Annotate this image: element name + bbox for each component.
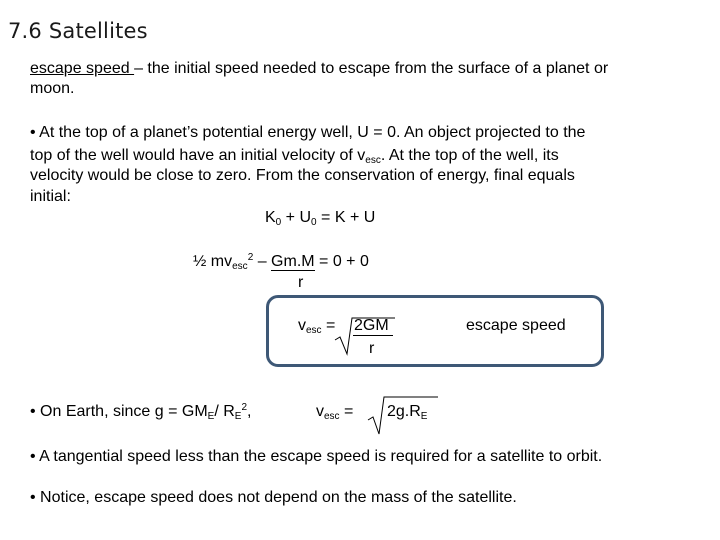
bullet1-line-3: velocity would be close to zero. From the conservation of energy, final equals — [30, 167, 575, 184]
earth-radicand: $2g.R_E$ — [387, 403, 428, 422]
definition-line-2: moon. — [30, 80, 75, 97]
earth-vesc-lhs: $v_{esc}$ = — [316, 403, 354, 422]
fraction-bar — [353, 335, 393, 336]
escape-speed-label: escape speed — [466, 317, 566, 334]
vesc-numerator: 2GM — [354, 317, 389, 334]
fraction-numerator: Gm.M — [271, 253, 315, 270]
energy-equation: $K_0 + U_0 = K + U$ — [265, 209, 376, 228]
earth-bullet: • On Earth, since $g = GM_E/$ $R_E^2$, — [30, 402, 252, 422]
bullet1-line-4: initial: — [30, 188, 71, 205]
fraction-denominator: r — [298, 274, 304, 291]
vesc-lhs: $v_{esc}$ = — [298, 317, 336, 336]
bullet1-line-2: top of the well would have an initial velocity of $v_{esc}$. At the top of the well, its — [30, 147, 559, 166]
term-escape-speed: escape speed — [30, 60, 135, 77]
bullet-tangential-speed: • A tangential speed less than the escape speed is required for a satellite to orbit. — [30, 448, 603, 465]
slide-title: 7.6 Satellites — [8, 19, 148, 43]
vesc-denominator: r — [369, 340, 375, 357]
definition-line-1 — [30, 59, 608, 79]
half-mv-equation: ½ $mv_{esc}^2 - Gm.M = 0 + 0$ — [193, 252, 369, 272]
definition-text: – the initial speed needed to escape from the surface of a planet or — [134, 60, 609, 77]
bullet1-line-1: • At the top of a planet’s potential energy well, U = 0. An object projected to the — [30, 124, 586, 141]
bullet-mass-independence: • Notice, escape speed does not depend on the mass of the satellite. — [30, 489, 517, 506]
